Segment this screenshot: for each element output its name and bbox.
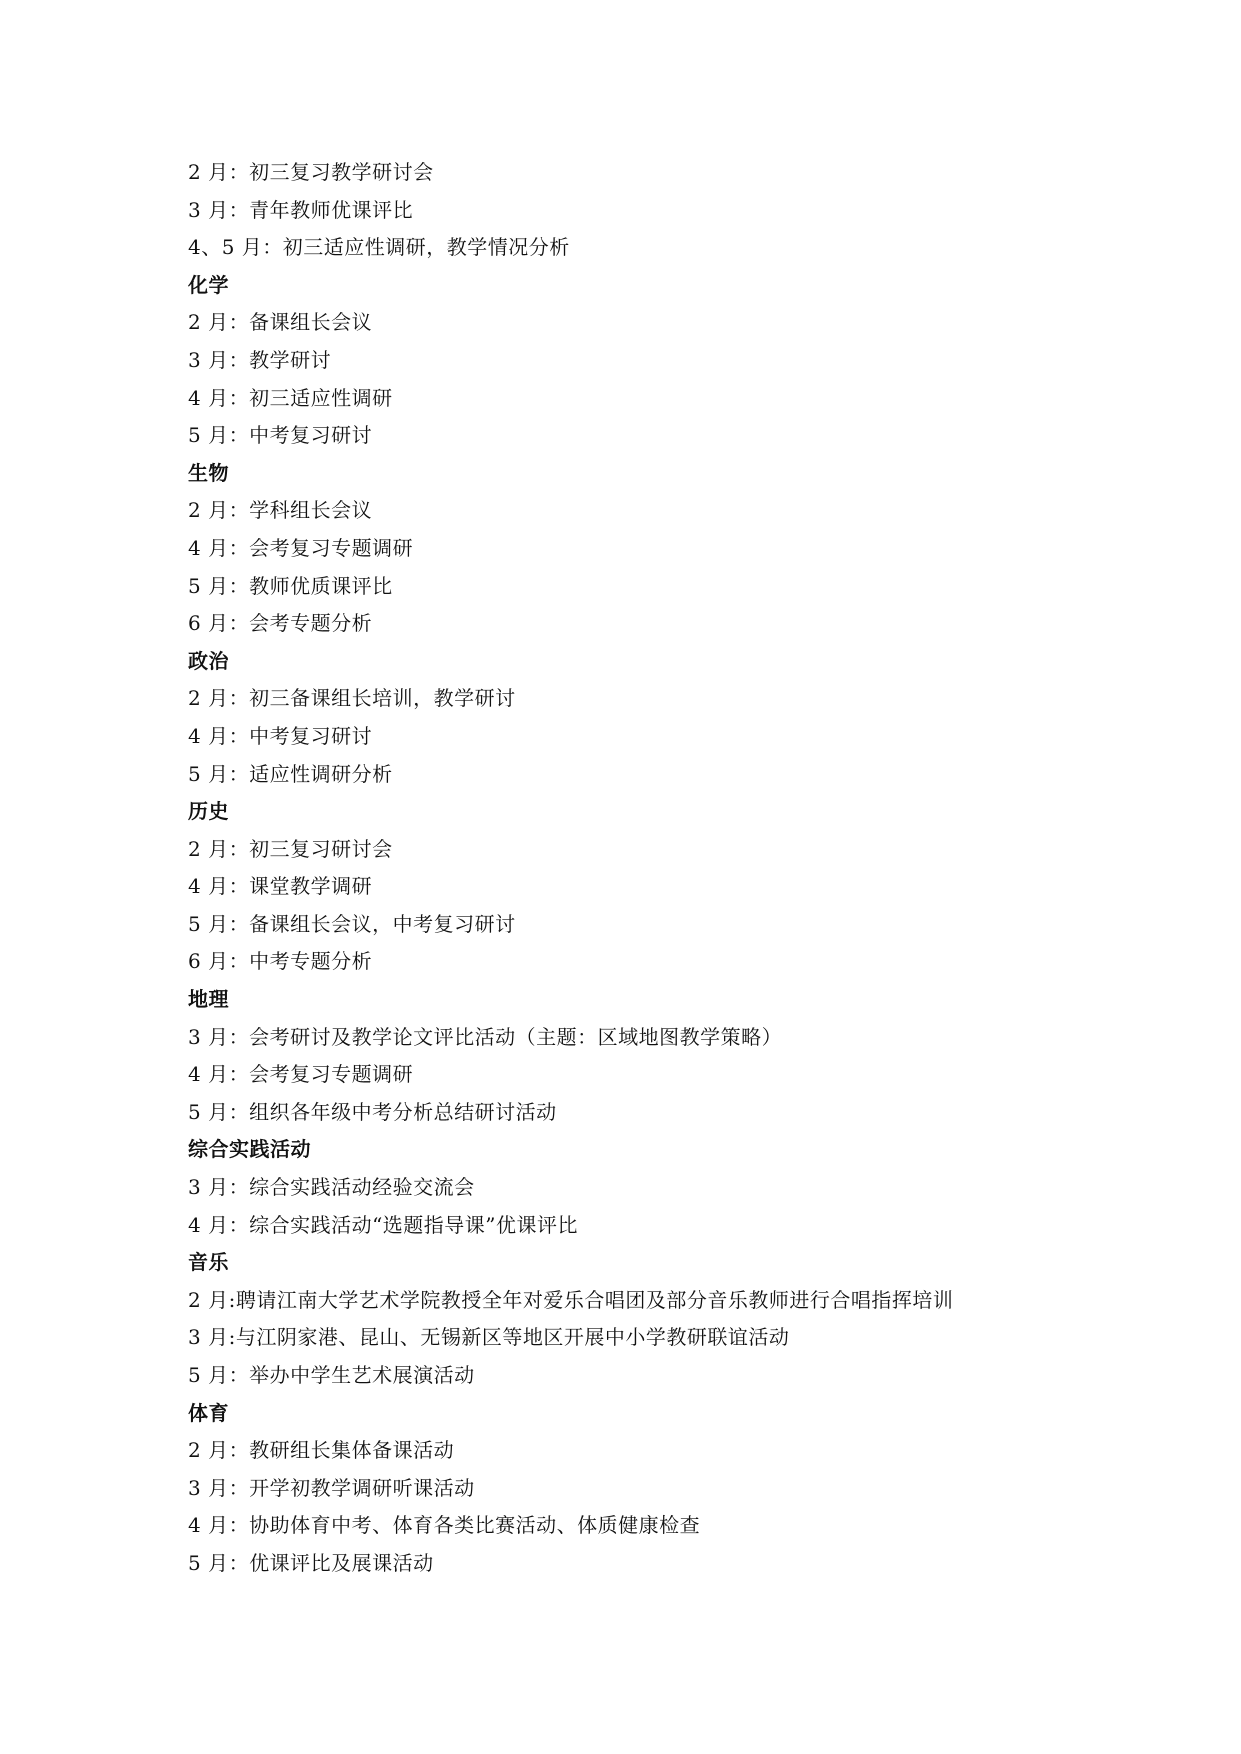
schedule-item: 2 月：教研组长集体备课活动: [188, 1438, 455, 1463]
section-heading: 化学: [188, 272, 229, 297]
schedule-item: 5 月：教师优质课评比: [188, 573, 393, 598]
schedule-item: 4、5 月：初三适应性调研，教学情况分析: [188, 235, 570, 260]
schedule-item: 5 月：适应性调研分析: [188, 761, 393, 786]
schedule-item: 4 月：综合实践活动“选题指导课”优课评比: [188, 1212, 579, 1237]
schedule-item: 4 月：协助体育中考、体育各类比赛活动、体质健康检查: [188, 1513, 701, 1538]
section-heading: 生物: [188, 460, 229, 485]
schedule-item: 5 月：中考复习研讨: [188, 423, 373, 448]
schedule-item: 2 月：初三复习研讨会: [188, 836, 393, 861]
schedule-item: 3 月：青年教师优课评比: [188, 197, 414, 222]
schedule-item: 6 月：会考专题分析: [188, 611, 373, 636]
schedule-item: 3 月：开学初教学调研听课活动: [188, 1475, 475, 1500]
schedule-item: 4 月：会考复习专题调研: [188, 1062, 414, 1087]
schedule-item: 3 月：综合实践活动经验交流会: [188, 1175, 475, 1200]
section-heading: 政治: [188, 648, 229, 673]
schedule-item: 4 月：课堂教学调研: [188, 874, 373, 899]
schedule-item: 5 月：举办中学生艺术展演活动: [188, 1363, 475, 1387]
schedule-item: 3 月：教学研讨: [188, 347, 332, 372]
schedule-item: 6 月：中考专题分析: [188, 949, 373, 974]
section-heading: 历史: [188, 799, 229, 824]
schedule-item: 2 月：初三复习教学研讨会: [188, 160, 434, 184]
schedule-item: 2 月：初三备课组长培训，教学研讨: [188, 686, 516, 711]
schedule-item: 3 月:与江阴家港、昆山、无锡新区等地区开展中小学教研联谊活动: [188, 1325, 790, 1350]
section-heading: 音乐: [188, 1250, 229, 1275]
section-heading: 综合实践活动: [188, 1137, 311, 1162]
section-heading: 体育: [188, 1400, 229, 1425]
section-heading: 地理: [188, 987, 229, 1012]
schedule-item: 5 月：组织各年级中考分析总结研讨活动: [188, 1099, 557, 1124]
schedule-item: 5 月：优课评比及展课活动: [188, 1550, 434, 1575]
schedule-item: 4 月：中考复习研讨: [188, 723, 373, 748]
schedule-item: 2 月：备课组长会议: [188, 310, 373, 335]
schedule-item: 2 月：学科组长会议: [188, 498, 373, 523]
schedule-item: 4 月：会考复习专题调研: [188, 535, 414, 560]
schedule-item: 5 月：备课组长会议，中考复习研讨: [188, 911, 516, 936]
schedule-item: 3 月：会考研讨及教学论文评比活动（主题：区域地图教学策略）: [188, 1024, 783, 1049]
schedule-item: 2 月:聘请江南大学艺术学院教授全年对爱乐合唱团及部分音乐教师进行合唱指挥培训: [188, 1287, 954, 1312]
schedule-item: 4 月：初三适应性调研: [188, 385, 393, 410]
document-body: [188, 154, 1088, 1583]
